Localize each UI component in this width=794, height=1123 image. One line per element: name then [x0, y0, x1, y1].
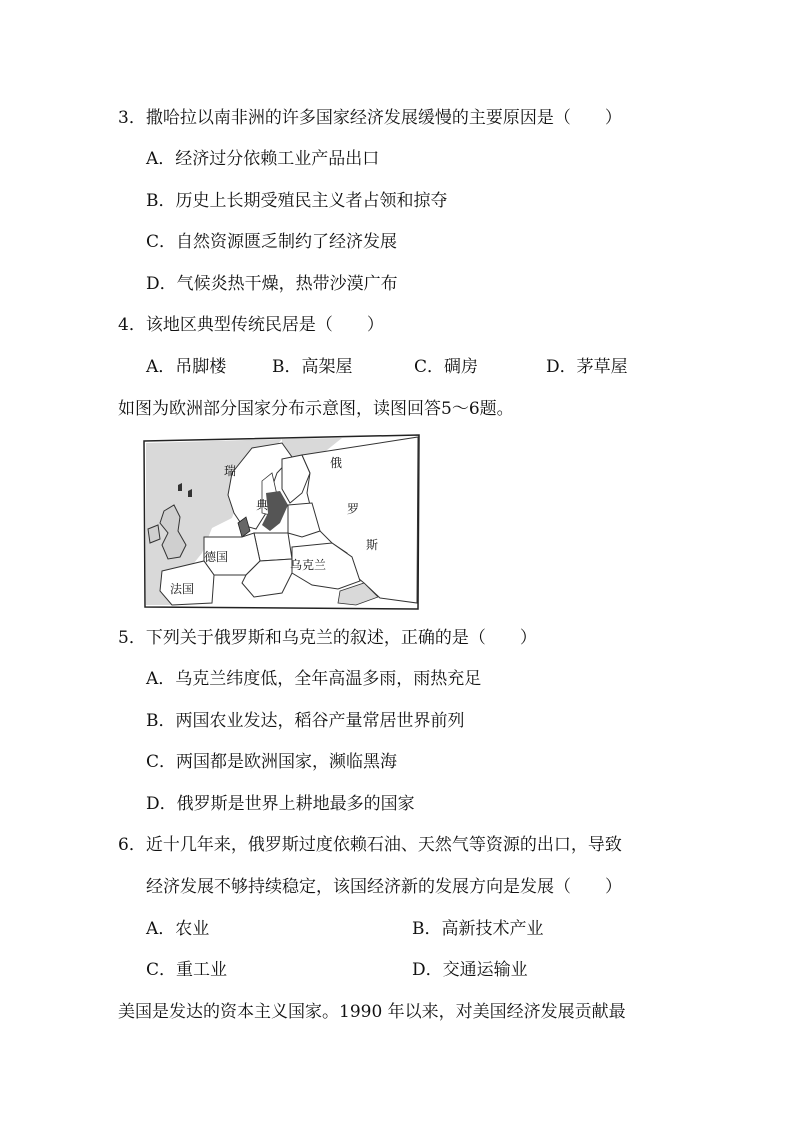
question-3-option-b[interactable]: B．历史上长期受殖民主义者占领和掠夺 — [146, 191, 448, 211]
label-russia-2: 罗 — [347, 502, 360, 516]
question-4-option-b[interactable]: B．高架屋 — [272, 357, 353, 377]
question-6-option-c[interactable]: C．重工业 — [146, 960, 228, 980]
label-france: 法国 — [170, 582, 195, 596]
question-5-option-b[interactable]: B．两国农业发达，稻谷产量常居世界前列 — [146, 711, 465, 731]
usa-intro-text: 美国是发达的资本主义国家。1990 年以来，对美国经济发展贡献最 — [118, 1002, 626, 1022]
label-sweden-2: 典 — [256, 498, 269, 512]
question-6-stem-line-2: 经济发展不够持续稳定，该国经济新的发展方向是发展（ ） — [146, 877, 622, 897]
question-6-option-b[interactable]: B．高新技术产业 — [412, 919, 544, 939]
question-3-option-c[interactable]: C．自然资源匮乏制约了经济发展 — [146, 232, 398, 252]
question-5-option-d[interactable]: D．俄罗斯是世界上耕地最多的国家 — [146, 794, 415, 814]
map-intro-text: 如图为欧洲部分国家分布示意图，读图回答5～6题。 — [118, 399, 514, 419]
question-4-option-a[interactable]: A．吊脚楼 — [146, 357, 227, 377]
question-4-option-d[interactable]: D．茅草屋 — [546, 357, 628, 377]
question-5-stem: 5．下列关于俄罗斯和乌克兰的叙述，正确的是（ ） — [118, 628, 537, 648]
question-5-option-c[interactable]: C．两国都是欧洲国家，濒临黑海 — [146, 752, 398, 772]
europe-map-svg — [142, 433, 420, 611]
question-3-option-d[interactable]: D．气候炎热干燥，热带沙漠广布 — [146, 274, 398, 294]
question-3-stem: 3．撒哈拉以南非洲的许多国家经济发展缓慢的主要原因是（ ） — [118, 108, 622, 128]
question-4-option-c[interactable]: C．碉房 — [414, 357, 479, 377]
europe-map-figure — [142, 433, 420, 611]
question-6-stem-line-1: 6．近十几年来，俄罗斯过度依赖石油、天然气等资源的出口，导致 — [118, 835, 622, 855]
label-ukraine: 乌克兰 — [290, 558, 327, 572]
label-russia-3: 斯 — [366, 538, 379, 552]
label-sweden-1: 瑞 — [224, 464, 237, 478]
poland-shape — [254, 533, 292, 561]
label-germany: 德国 — [204, 550, 229, 564]
question-6-option-d[interactable]: D．交通运输业 — [412, 960, 528, 980]
question-5-option-a[interactable]: A．乌克兰纬度低，全年高温多雨，雨热充足 — [146, 669, 482, 689]
label-russia-1: 俄 — [330, 456, 343, 470]
question-3-option-a[interactable]: A．经济过分依赖工业产品出口 — [146, 149, 380, 169]
question-4-stem: 4．该地区典型传统民居是（ ） — [118, 315, 384, 335]
question-6-option-a[interactable]: A．农业 — [146, 919, 210, 939]
